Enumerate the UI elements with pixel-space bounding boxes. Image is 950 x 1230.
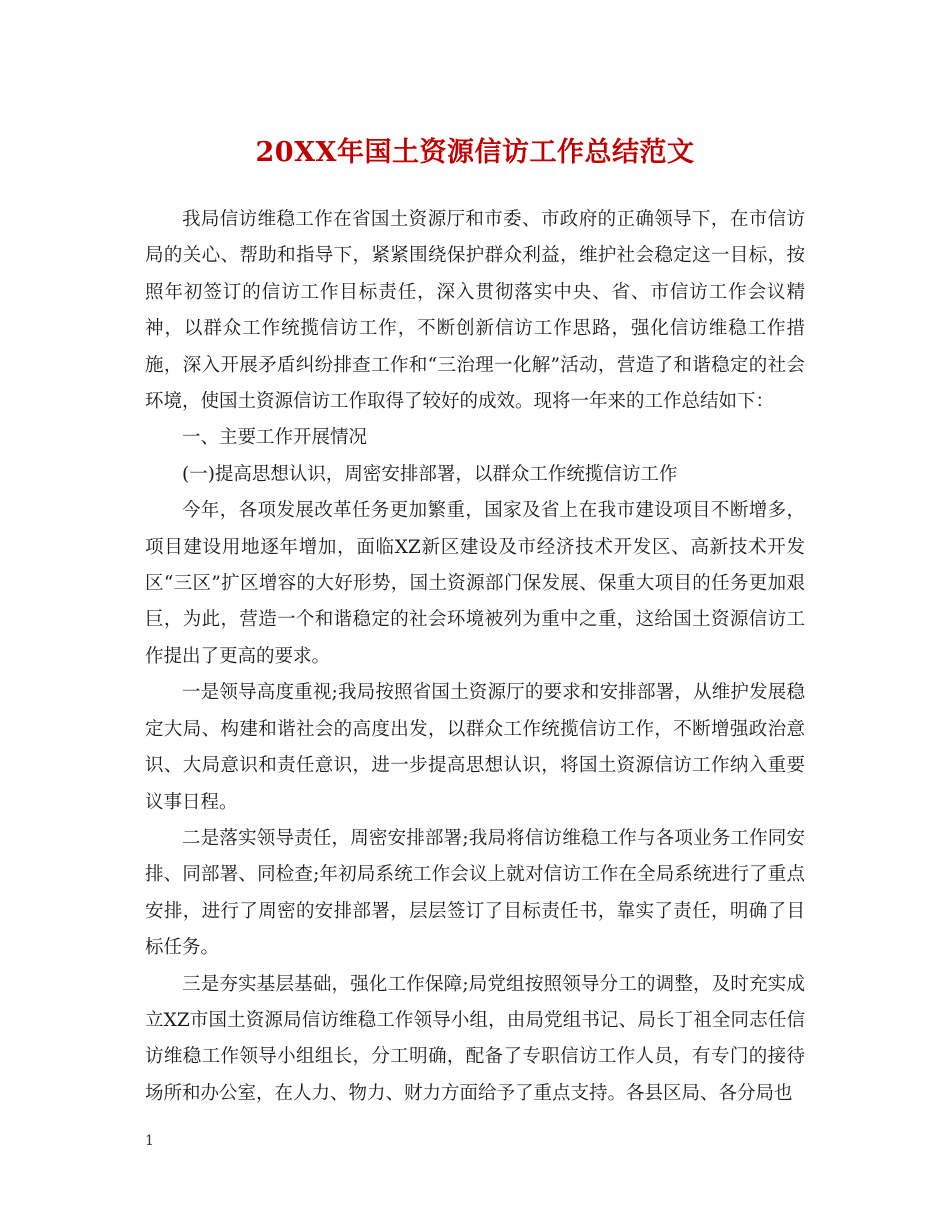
paragraph-point-three: 三是夯实基层基础，强化工作保障;局党组按照领导分工的调整，及时充实成立XZ市国土资源局信访维稳工作领导小组，由局党组书记、局长丁祖全同志任信访维稳工作领导小组组长，分工明确，配备了专职信访工作人员，有专门的接待场所和办公室，在人力、物力、财力方面给予了重点支持。各县区局、各分局也 xyxy=(145,973,805,1104)
document-title: 20XX年国土资源信访工作总结范文 xyxy=(255,137,695,168)
page-number: 1 xyxy=(145,1133,154,1149)
subsection-heading-1: (一)提高思想认识，周密安排部署，以群众工作统揽信访工作 xyxy=(182,463,678,485)
section-heading-main-work: 一、主要工作开展情况 xyxy=(182,427,368,449)
paragraph-this-year: 今年，各项发展改革任务更加繁重，国家及省上在我市建设项目不断增多，项目建设用地逐年增加，面临XZ新区建设及市经济技术开发区、高新技术开发区“三区”扩区增容的大好形势，国土资源部门保发展、保重大项目的任务更加艰巨，为此，营造一个和谐稳定的社会环境被列为重中之重，这给国土资源信访工作提出了更高的要求。 xyxy=(145,500,805,667)
paragraph-intro: 我局信访维稳工作在省国土资源厅和市委、市政府的正确领导下，在市信访局的关心、帮助和指导下，紧紧围绕保护群众利益，维护社会稳定这一目标，按照年初签订的信访工作目标责任，深入贯彻落实中央、省、市信访工作会议精神，以群众工作统揽信访工作，不断创新信访工作思路，强化信访维稳工作措施，深入开展矛盾纠纷排查工作和“三治理一化解”活动，营造了和谐稳定的社会环境，使国土资源信访工作取得了较好的成效。现将一年来的工作总结如下： xyxy=(145,209,805,413)
paragraph-point-two: 二是落实领导责任，周密安排部署;我局将信访维稳工作与各项业务工作同安排、同部署、同检查;年初局系统工作会议上就对信访工作在全局系统进行了重点安排，进行了周密的安排部署，层层签订了目标责任书，靠实了责任，明确了目标任务。 xyxy=(145,827,805,959)
paragraph-point-one: 一是领导高度重视;我局按照省国土资源厅的要求和安排部署，从维护发展稳定大局、构建和谐社会的高度出发，以群众工作统揽信访工作，不断增强政治意识、大局意识和责任意识，进一步提高思想认识，将国土资源信访工作纳入重要议事日程。 xyxy=(145,682,805,813)
document-body xyxy=(145,202,805,1112)
